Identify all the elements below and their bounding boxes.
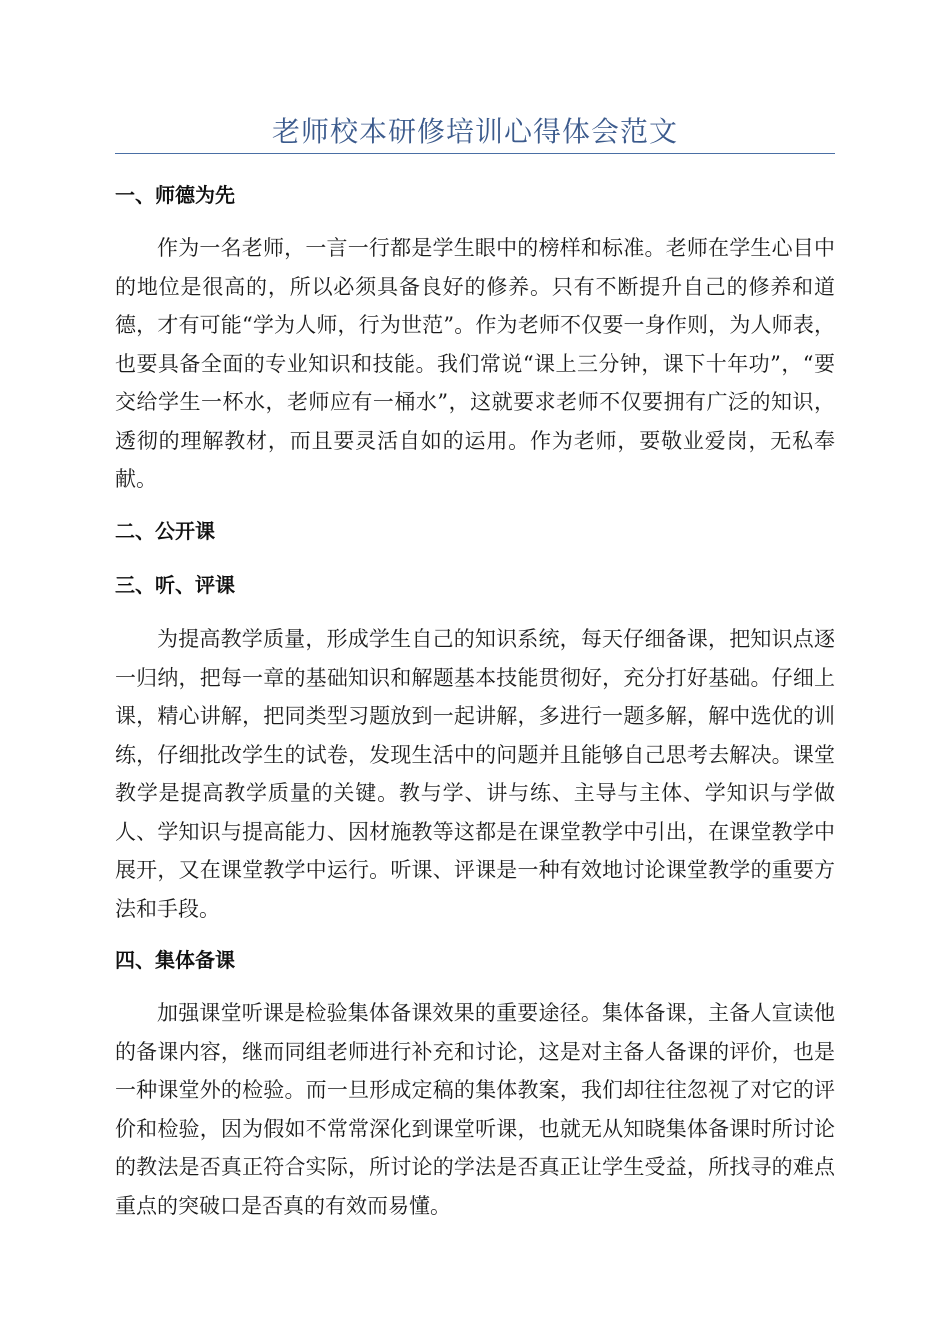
title-underline [115, 153, 835, 154]
section-heading-3: 三、听、评课 [115, 573, 235, 597]
section-body-3: 为提高教学质量，形成学生自己的知识系统，每天仔细备课，把知识点逐一归纳，把每一章的基础知识和解题基本技能贯彻好，充分打好基础。仔细上课，精心讲解，把同类型习题放到一起讲解，多进行一题多解，解中选优的训练，仔细批改学生的试卷，发现生活中的问题并且能够自己思考去解决。课堂教学是提高教学质量的关键。教与学、讲与练、主导与主体、学知识与学做人、学知识与提高能力、因材施教等这都是在课堂教学中引出，在课堂教学中展开，又在课堂教学中运行。听课、评课是一种有效地讨论课堂教学的重要方法和手段。 [115, 627, 835, 921]
section-heading-2: 二、公开课 [115, 519, 215, 543]
section-body-4: 加强课堂听课是检验集体备课效果的重要途径。集体备课，主备人宣读他的备课内容，继而同组老师进行补充和讨论，这是对主备人备课的评价，也是一种课堂外的检验。而一旦形成定稿的集体教案，我们却往往忽视了对它的评价和检验，因为假如不常常深化到课堂听课，也就无从知晓集体备课时所讨论的教法是否真正符合实际，所讨论的学法是否真正让学生受益，所找寻的难点重点的突破口是否真的有效而易懂。 [115, 1001, 835, 1218]
section-heading-4: 四、集体备课 [115, 948, 235, 972]
section-body-1: 作为一名老师，一言一行都是学生眼中的榜样和标准。老师在学生心目中的地位是很高的，所以必须具备良好的修养。只有不断提升自己的修养和道德，才有可能“学为人师，行为世范”。作为老师不仅要一身作则，为人师表，也要具备全面的专业知识和技能。我们常说“课上三分钟，课下十年功”，“要交给学生一杯水，老师应有一桶水”，这就要求老师不仅要拥有广泛的知识，透彻的理解教材，而且要灵活自如的运用。作为老师，要敬业爱岗，无私奉献。 [115, 236, 835, 491]
section-heading-1: 一、师德为先 [115, 183, 235, 207]
page-title: 老师校本研修培训心得体会范文 [271, 115, 678, 148]
